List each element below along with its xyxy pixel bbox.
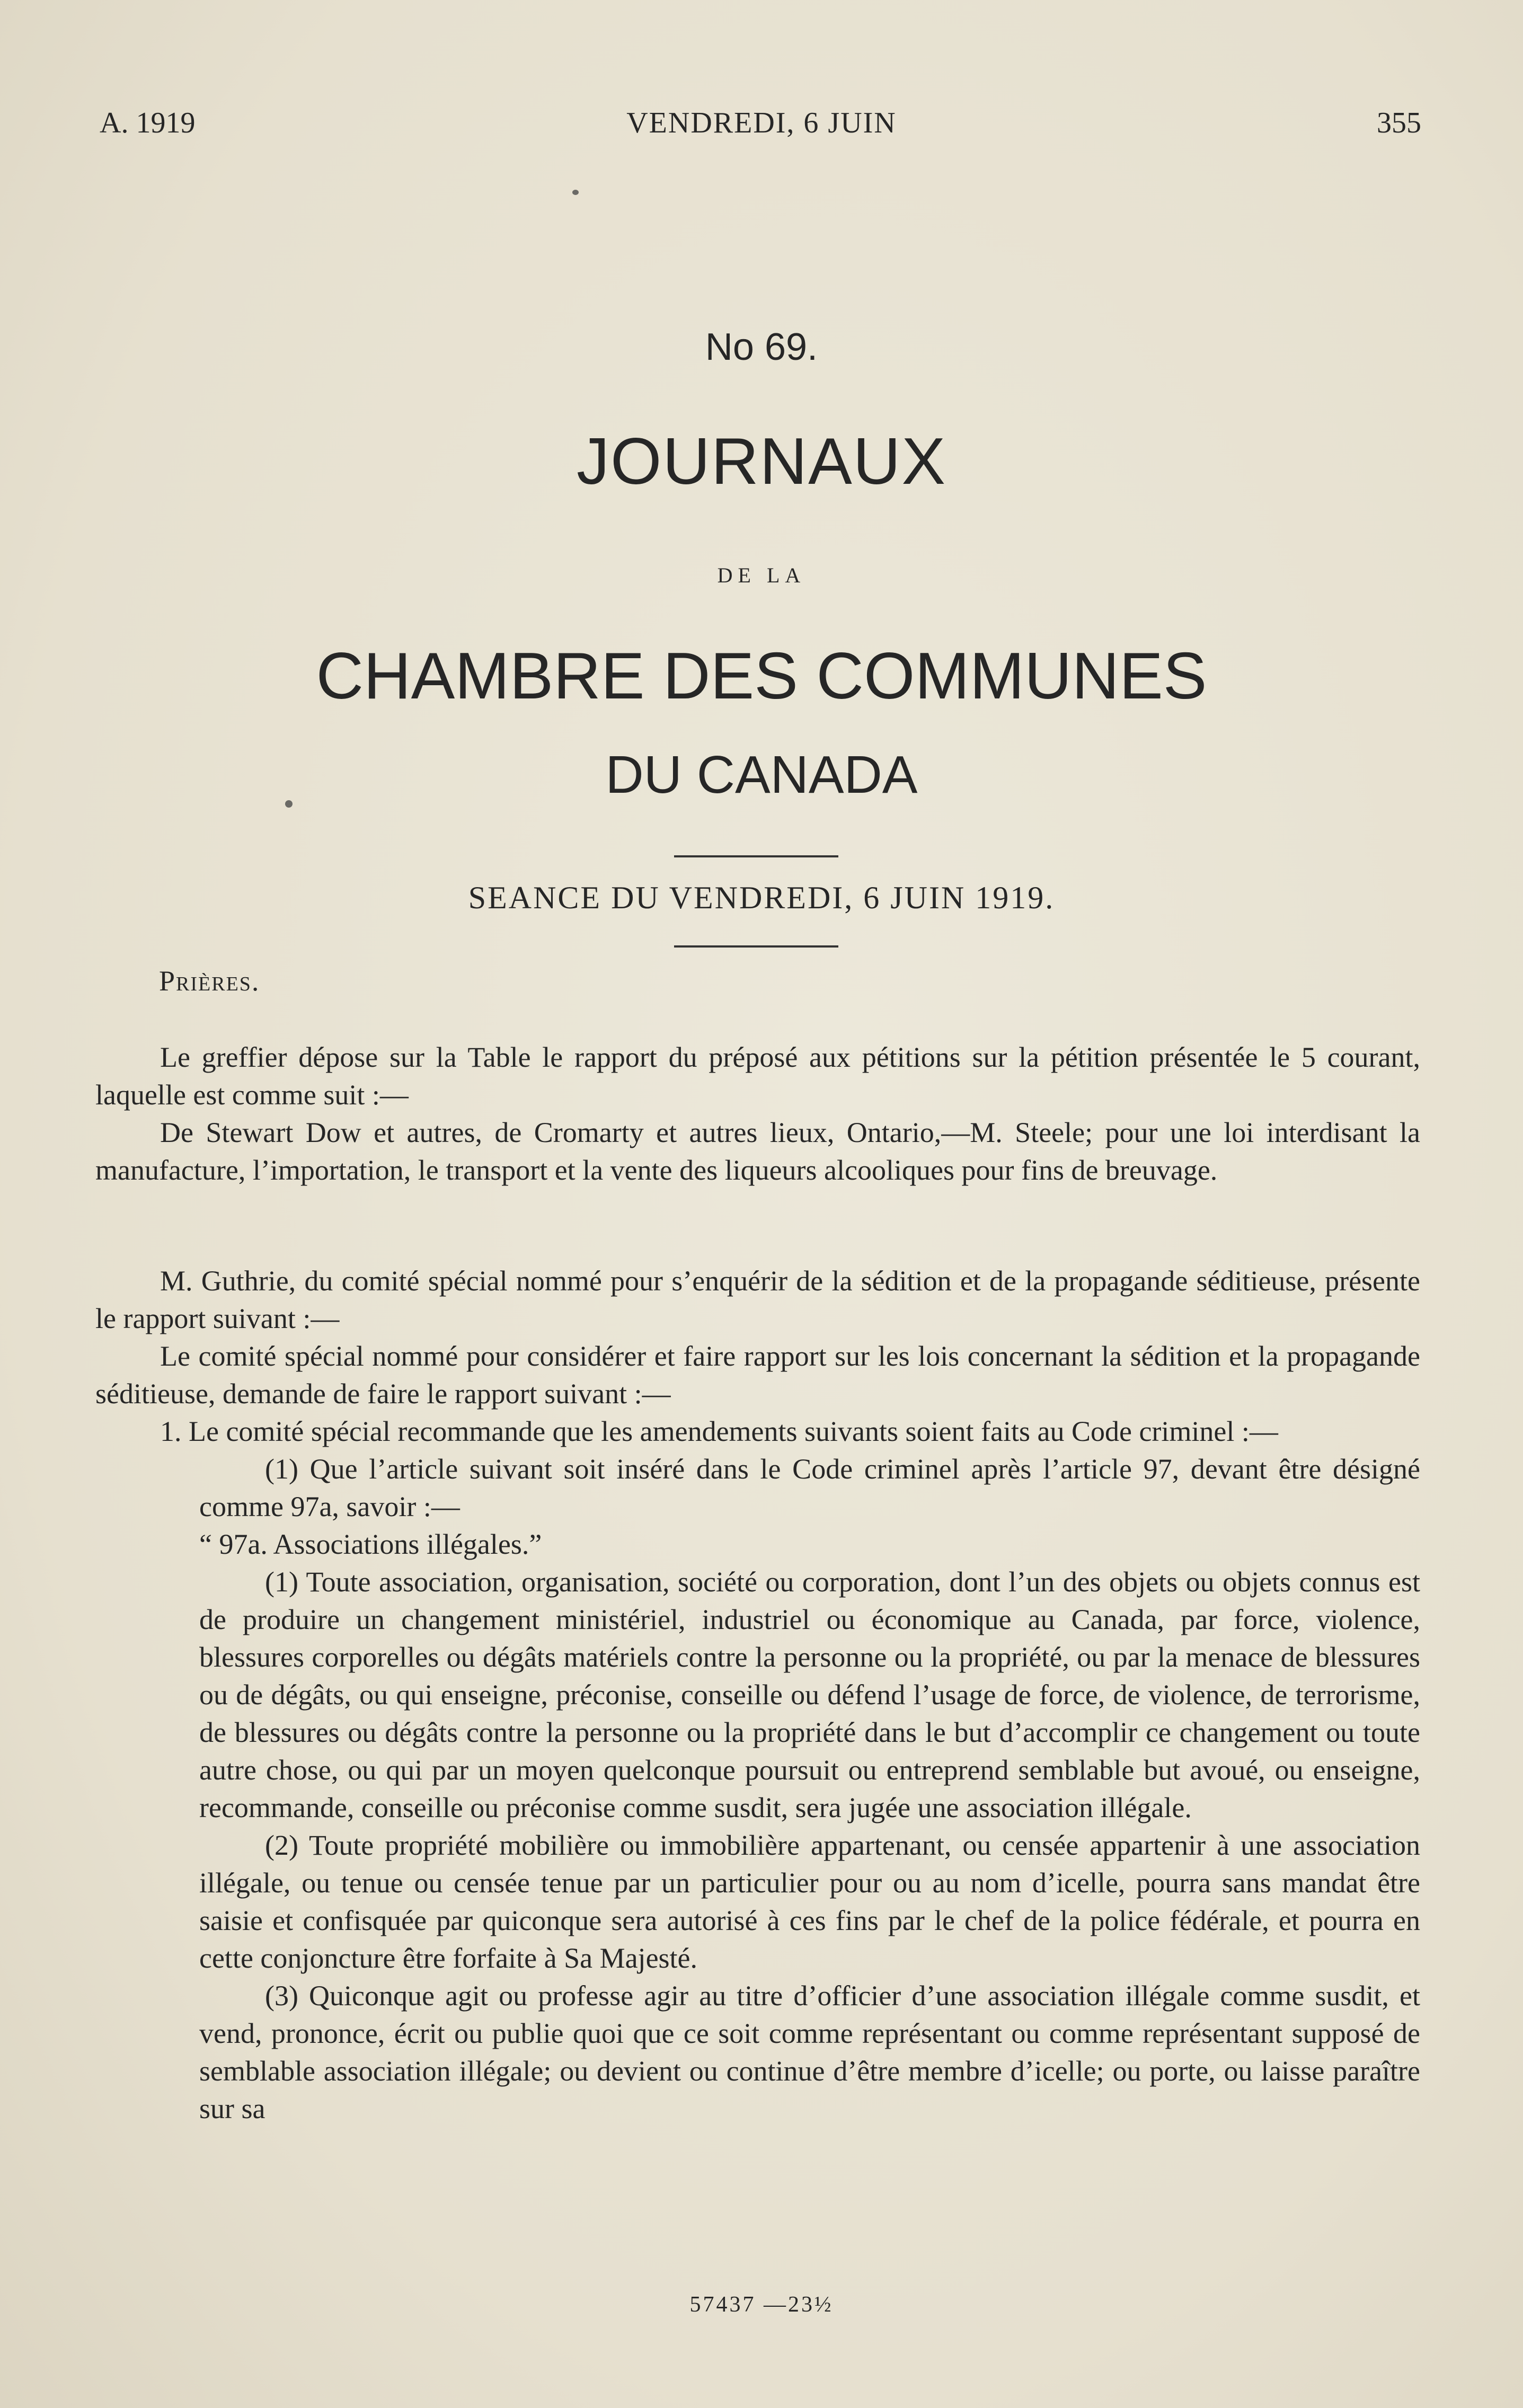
page-number: 355 bbox=[1377, 107, 1421, 139]
divider-top bbox=[674, 855, 838, 857]
paragraph-clause-1: (1) Toute association, organisation, société ou corporation, dont l’un des objets ou objets connus est de produire un changement ministériel, industriel ou économique au Canada, par force, violence, blessures corporelles ou dégâts matériels contre la personne ou la propriété, ou par la menace de blessures ou de dégâts, ou qui enseigne, préconise, conseille ou défend l’usage de force, de violence, de terrorisme, de blessures ou dégâts contre la personne ou la propriété dans le but d’accomplir ce changement ou toute autre chose, ou qui par un moyen quelconque poursuit ou entreprend semblable but avoué, ou enseigne, recommande, conseille ou préconise comme susdit, sera jugée une association illégale. bbox=[199, 1566, 1420, 1823]
committee-section bbox=[95, 1262, 1420, 2128]
paragraph-clause-3: (3) Quiconque agit ou professe agir au titre d’officier d’une association illégale comme susdit, et vend, prononce, écrit ou publie quoi que ce soit comme représentant ou comme représentant supposé de semblable association illégale; ou devient ou continue d’être membre d’icelle; ou porte, ou laisse paraître sur sa bbox=[199, 1980, 1420, 2124]
paragraph-article-title: “ 97a. Associations illégales.” bbox=[199, 1528, 542, 1560]
prayers-heading: Prières. bbox=[159, 965, 260, 997]
print-speck bbox=[285, 800, 293, 808]
header-date: VENDREDI, 6 JUIN bbox=[626, 107, 897, 139]
divider-bottom bbox=[674, 945, 838, 948]
chamber-title: CHAMBRE DES COMMUNES bbox=[316, 640, 1207, 713]
printer-mark: 57437 —23½ bbox=[689, 2292, 834, 2317]
header-year: A. 1919 bbox=[100, 107, 196, 139]
print-speck bbox=[572, 190, 579, 195]
paragraph-petition-detail: De Stewart Dow et autres, de Cromarty et autres lieux, Ontario,—M. Steele; pour une loi interdisant la manufacture, l’importation, le transport et la vente des liqueurs alcooliques pour fins de breuvage. bbox=[95, 1117, 1420, 1186]
sitting-heading: SEANCE DU VENDREDI, 6 JUIN 1919. bbox=[468, 880, 1055, 915]
country-title: DU CANADA bbox=[605, 745, 918, 804]
issue-number: No 69. bbox=[705, 326, 818, 368]
paragraph-petition-report: Le greffier dépose sur la Table le rapport du préposé aux pétitions sur la pétition présentée le 5 courant, laquelle est comme suit :— bbox=[95, 1041, 1420, 1111]
paragraph-clause-2: (2) Toute propriété mobilière ou immobilière appartenant, ou censée appartenir à une association illégale, ou tenue ou censée tenue par un particulier pour ou au nom d’icelle, pourra sans mandat être saisie et confisquée par quiconque sera autorisé à ces fins par le chef de la police fédérale, et pourra en cette conjoncture être forfaite à Sa Majesté. bbox=[199, 1829, 1420, 1974]
paragraph-article-insert: (1) Que l’article suivant soit inséré dans le Code criminel après l’article 97, devant être désigné comme 97a, savoir :— bbox=[199, 1453, 1420, 1522]
paragraph-guthrie: M. Guthrie, du comité spécial nommé pour s’enquérir de la sédition et de la propagande séditieuse, présente le rapport suivant :— bbox=[95, 1265, 1420, 1334]
title-connector: DE LA bbox=[717, 563, 806, 587]
paragraph-committee-request: Le comité spécial nommé pour considérer et faire rapport sur les lois concernant la sédition et la propagande séditieuse, demande de faire le rapport suivant :— bbox=[95, 1340, 1420, 1410]
petition-section bbox=[95, 1039, 1420, 1189]
journal-title: JOURNAUX bbox=[576, 425, 947, 498]
running-header bbox=[0, 106, 1523, 148]
paragraph-recommendation: 1. Le comité spécial recommande que les amendements suivants soient faits au Code criminel :— bbox=[160, 1415, 1278, 1447]
